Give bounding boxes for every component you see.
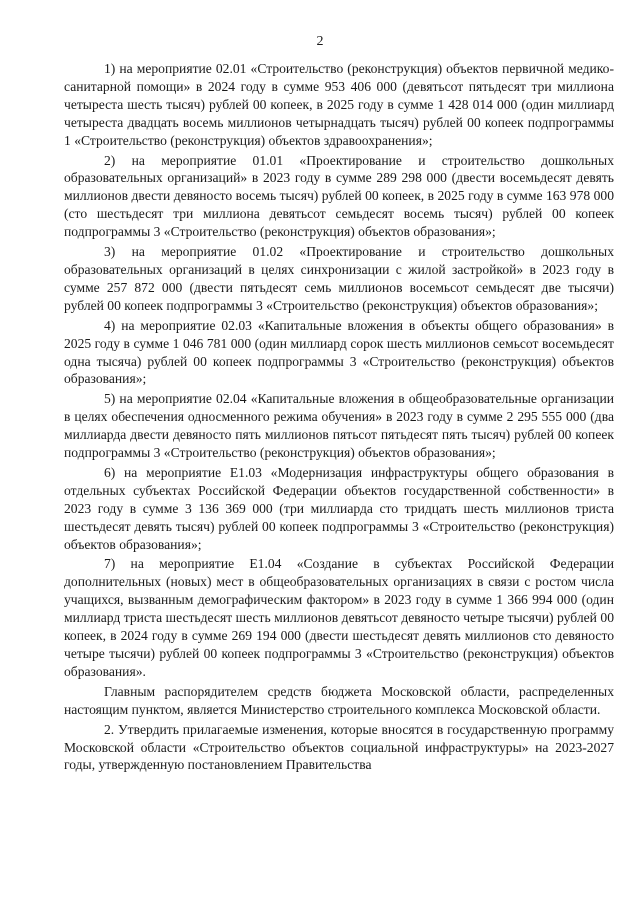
paragraph-approve-changes: 2. Утвердить прилагаемые изменения, которые вносятся в государственную программу Московской области «Строительство объектов социальной инфраструктуры» на 2023-2027 годы, утвержденную постановлением Правительства (64, 721, 614, 773)
paragraph-item-7: 7) на мероприятие Е1.04 «Создание в субъектах Российской Федерации дополнительных (новых) мест в общеобразовательных организациях в связи с ростом числа учащихся, вызванным демографическим фактором» в 2023 году в сумме 1 366 994 000 (один миллиард триста шестьдесят шесть миллионов девятьсот девяносто четыре тысячи) рублей 00 копеек, в 2024 году в сумме 269 194 000 (двести шестьдесят девять миллионов сто девяносто четыре тысячи) рублей 00 копеек подпрограммы 3 «Строительство (реконструкция) объектов образования». (64, 556, 614, 679)
paragraph-item-2: 2) на мероприятие 01.01 «Проектирование и строительство дошкольных образовательных организаций» в 2023 году в сумме 289 298 000 (двести восемьдесят девять миллионов двести девяносто восемь тысяч) рублей 00 копеек, в 2025 году в сумме 163 978 000 (сто шестьдесят три миллиона девятьсот семьдесят восемь тысяч) рублей 00 копеек подпрограммы 3 «Строительство (реконструкция) объектов образования»; (64, 152, 614, 240)
paragraph-item-3: 3) на мероприятие 01.02 «Проектирование и строительство дошкольных образовательных организаций в целях синхронизации с жилой застройкой» в 2023 году в сумме 257 872 000 (двести пятьдесят семь миллионов восемьсот семьдесят две тысячи) рублей 00 копеек подпрограммы 3 «Строительство (реконструкция) объектов образования»; (64, 244, 614, 313)
paragraph-item-1: 1) на мероприятие 02.01 «Строительство (реконструкция) объектов первичной медико-санитарной помощи» в 2024 году в сумме 953 406 000 (девятьсот пятьдесят три миллиона четыреста шесть тысяч) рублей 00 копеек, в 2025 году в сумме 1 428 014 000 (один миллиард четыреста двадцать восемь миллионов четырнадцать тысяч) рублей 00 копеек подпрограммы 1 «Строительство (реконструкция) объектов здравоохранения»; (64, 61, 614, 148)
paragraph-item-6: 6) на мероприятие Е1.03 «Модернизация инфраструктуры общего образования в отдельных субъектах Российской Федерации объектов государственной собственности» в 2023 году в сумме 3 136 369 000 (три миллиарда сто тридцать шесть миллионов триста шестьдесят девять тысяч) рублей 00 копеек подпрограммы 3 «Строительство (реконструкция) объектов образования»; (64, 464, 614, 552)
document-body (64, 60, 614, 774)
page-number: 2 (316, 34, 324, 49)
paragraph-item-5: 5) на мероприятие 02.04 «Капитальные вложения в общеобразовательные организации в целях обеспечения односменного режима обучения» в 2023 году в сумме 2 295 555 000 (два миллиарда двести девяносто пять миллионов пятьсот пятьдесят пять тысяч) рублей 00 копеек подпрограммы 3 «Строительство (реконструкция) объектов образования»; (64, 391, 614, 461)
paragraph-item-4: 4) на мероприятие 02.03 «Капитальные вложения в объекты общего образования» в 2025 году в сумме 1 046 781 000 (один миллиард сорок шесть миллионов семьсот восемьдесят одна тысяча) рублей 00 копеек подпрограммы 3 «Строительство (реконструкция) объектов образования»; (64, 317, 614, 387)
paragraph-main-distributor: Главным распорядителем средств бюджета Московской области, распределенных настоящим пунктом, является Министерство строительного комплекса Московской области. (64, 683, 614, 717)
